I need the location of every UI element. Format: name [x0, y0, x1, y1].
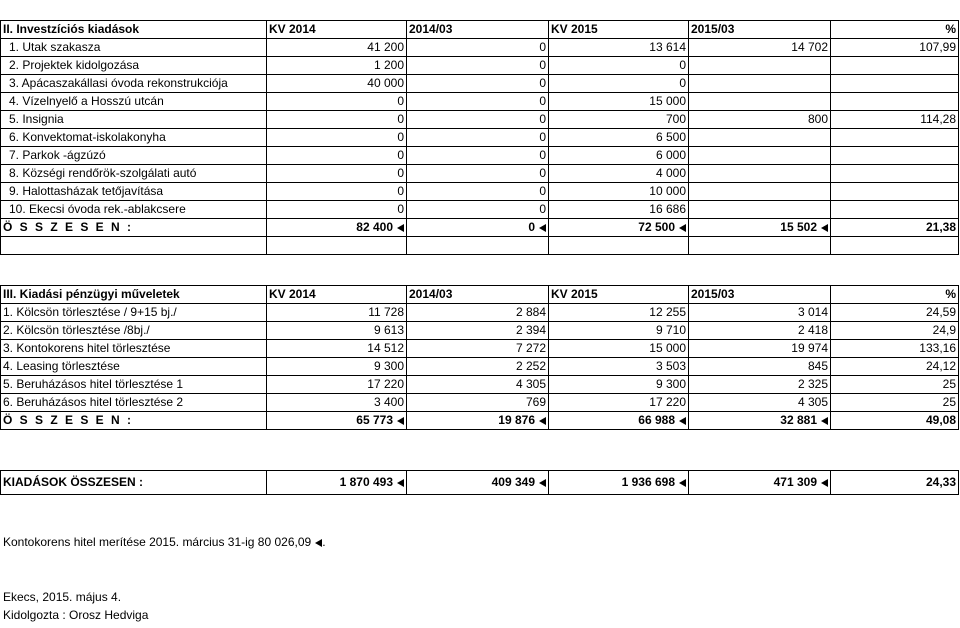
row-value: 9 613 [267, 322, 407, 340]
grand-total-percent: 24,33 [831, 471, 959, 495]
row-label: 3. Apácaszakállasi óvoda rekonstrukciója [1, 75, 267, 93]
table-row [1, 111, 959, 129]
row-value [689, 165, 831, 183]
row-value: 13 614 [549, 39, 689, 57]
row-value: 1 200 [267, 57, 407, 75]
total-value: 65 773 [356, 413, 393, 427]
total-value: 19 876 [498, 413, 535, 427]
column-header: 2014/03 [407, 21, 549, 39]
euro-icon [679, 417, 686, 425]
total-percent: 21,38 [831, 219, 959, 237]
row-value [689, 93, 831, 111]
column-header: % [831, 21, 959, 39]
table-row [1, 39, 959, 57]
column-header: 2014/03 [407, 286, 549, 304]
row-value: 0 [549, 57, 689, 75]
row-value [689, 129, 831, 147]
row-value: 0 [267, 201, 407, 219]
row-label: 7. Parkok -ágzúzó [1, 147, 267, 165]
row-value: 12 255 [549, 304, 689, 322]
total-value: 0 [528, 220, 535, 234]
row-value: 133,16 [831, 340, 959, 358]
table-row [1, 183, 959, 201]
header-row [1, 286, 959, 304]
euro-icon [539, 479, 546, 487]
row-value: 11 728 [267, 304, 407, 322]
row-value: 9 300 [549, 376, 689, 394]
row-value: 0 [267, 93, 407, 111]
euro-icon [397, 224, 404, 232]
row-value: 17 220 [267, 376, 407, 394]
table-row [1, 201, 959, 219]
row-value: 9 300 [267, 358, 407, 376]
row-value: 0 [407, 57, 549, 75]
row-value: 4 305 [407, 376, 549, 394]
table-row [1, 147, 959, 165]
row-value [689, 75, 831, 93]
empty-cell [549, 237, 689, 255]
table-row [1, 75, 959, 93]
table-row [1, 165, 959, 183]
total-value: 15 502 [780, 220, 817, 234]
row-value: 7 272 [407, 340, 549, 358]
column-header: KV 2015 [549, 286, 689, 304]
empty-cell [689, 237, 831, 255]
section-title: II. Investzíciós kiadások [1, 21, 267, 39]
row-label: 6. Konvektomat-iskolakonyha [1, 129, 267, 147]
row-value [689, 147, 831, 165]
row-value: 845 [689, 358, 831, 376]
row-value: 17 220 [549, 394, 689, 412]
empty-row [1, 237, 959, 255]
row-value [831, 93, 959, 111]
row-value: 25 [831, 394, 959, 412]
row-value: 107,99 [831, 39, 959, 57]
row-value: 0 [407, 147, 549, 165]
column-header: KV 2014 [267, 21, 407, 39]
row-value: 2 325 [689, 376, 831, 394]
row-value: 15 000 [549, 340, 689, 358]
total-row [1, 219, 959, 237]
row-value: 114,28 [831, 111, 959, 129]
row-value: 9 710 [549, 322, 689, 340]
row-value [689, 57, 831, 75]
row-value: 0 [407, 75, 549, 93]
euro-icon [397, 417, 404, 425]
table-row [1, 358, 959, 376]
row-value: 0 [407, 111, 549, 129]
row-value: 24,59 [831, 304, 959, 322]
row-value: 24,9 [831, 322, 959, 340]
row-value: 700 [549, 111, 689, 129]
total-label: Ö S S Z E S E N : [1, 219, 267, 237]
row-label: 4. Vízelnyelő a Hosszú utcán [1, 93, 267, 111]
header-row [1, 21, 959, 39]
euro-icon [821, 417, 828, 425]
row-value: 14 512 [267, 340, 407, 358]
row-label: 1. Utak szakasza [1, 39, 267, 57]
row-value [689, 183, 831, 201]
row-value: 16 686 [549, 201, 689, 219]
row-label: 1. Kölcsön törlesztése / 9+15 bj./ [1, 304, 267, 322]
row-value [831, 75, 959, 93]
grand-total-2015-03: 471 309 [773, 475, 817, 489]
row-label: 5. Insignia [1, 111, 267, 129]
row-label: 5. Beruházásos hitel törlesztése 1 [1, 376, 267, 394]
euro-icon [315, 539, 322, 547]
row-label: 3. Kontokorens hitel törlesztése [1, 340, 267, 358]
row-value: 6 500 [549, 129, 689, 147]
empty-cell [267, 237, 407, 255]
row-value: 3 014 [689, 304, 831, 322]
row-value: 41 200 [267, 39, 407, 57]
row-value: 24,12 [831, 358, 959, 376]
kontokorens-note: Kontokorens hitel merítése 2015. március 31-ig 80 026,09 . [3, 535, 326, 549]
row-value: 2 884 [407, 304, 549, 322]
row-label: 2. Projektek kidolgozása [1, 57, 267, 75]
euro-icon [539, 417, 546, 425]
row-value [689, 201, 831, 219]
row-value: 0 [407, 201, 549, 219]
row-label: 2. Kölcsön törlesztése /8bj./ [1, 322, 267, 340]
column-header: 2015/03 [689, 286, 831, 304]
column-header: KV 2014 [267, 286, 407, 304]
row-value: 2 252 [407, 358, 549, 376]
row-value [831, 165, 959, 183]
empty-cell [831, 237, 959, 255]
empty-cell [1, 237, 267, 255]
total-row [1, 412, 959, 430]
euro-icon [397, 479, 404, 487]
euro-icon [539, 224, 546, 232]
row-value: 25 [831, 376, 959, 394]
column-header: 2015/03 [689, 21, 831, 39]
table-row [1, 376, 959, 394]
grand-total-kv2015: 1 936 698 [621, 475, 675, 489]
row-label: 6. Beruházásos hitel törlesztése 2 [1, 394, 267, 412]
row-value [831, 57, 959, 75]
column-header: KV 2015 [549, 21, 689, 39]
row-value [831, 129, 959, 147]
euro-icon [821, 479, 828, 487]
grand-total-label: KIADÁSOK ÖSSZESEN : [1, 471, 267, 495]
row-value [831, 201, 959, 219]
section-title: III. Kiadási pénzügyi műveletek [1, 286, 267, 304]
row-label: 8. Községi rendőrök-szolgálati autó [1, 165, 267, 183]
row-value: 19 974 [689, 340, 831, 358]
row-value: 14 702 [689, 39, 831, 57]
row-value [831, 183, 959, 201]
grand-total-kv2014: 1 870 493 [339, 475, 393, 489]
row-value: 40 000 [267, 75, 407, 93]
total-value: 66 988 [638, 413, 675, 427]
financial-ops-table [0, 285, 959, 430]
table-row [1, 322, 959, 340]
euro-icon [679, 224, 686, 232]
empty-cell [407, 237, 549, 255]
row-value: 0 [549, 75, 689, 93]
row-value: 4 305 [689, 394, 831, 412]
row-value: 769 [407, 394, 549, 412]
euro-icon [821, 224, 828, 232]
total-value: 82 400 [356, 220, 393, 234]
row-value: 0 [267, 147, 407, 165]
row-value: 0 [407, 183, 549, 201]
total-value: 72 500 [638, 220, 675, 234]
row-label: 10. Ekecsi óvoda rek.-ablakcsere [1, 201, 267, 219]
row-value: 800 [689, 111, 831, 129]
grand-total-2014-03: 409 349 [491, 475, 535, 489]
row-value: 0 [407, 129, 549, 147]
row-value: 0 [407, 165, 549, 183]
total-value: 32 881 [780, 413, 817, 427]
total-label: Ö S S Z E S E N : [1, 412, 267, 430]
investment-table [0, 20, 959, 255]
row-value: 0 [267, 165, 407, 183]
table-row [1, 57, 959, 75]
row-value: 10 000 [549, 183, 689, 201]
row-value: 0 [267, 129, 407, 147]
row-value: 2 418 [689, 322, 831, 340]
row-value: 15 000 [549, 93, 689, 111]
table-row [1, 394, 959, 412]
table-row [1, 93, 959, 111]
row-value: 3 400 [267, 394, 407, 412]
place-date: Ekecs, 2015. május 4. [3, 590, 122, 604]
row-value: 0 [267, 111, 407, 129]
table-row [1, 129, 959, 147]
row-value: 2 394 [407, 322, 549, 340]
row-label: 4. Leasing törlesztése [1, 358, 267, 376]
prepared-by: Kidolgozta : Orosz Hedviga [3, 608, 149, 622]
column-header: % [831, 286, 959, 304]
total-percent: 49,08 [831, 412, 959, 430]
row-value: 6 000 [549, 147, 689, 165]
row-value: 0 [267, 183, 407, 201]
euro-icon [679, 479, 686, 487]
grand-total-table [0, 470, 959, 495]
table-row [1, 340, 959, 358]
row-value: 4 000 [549, 165, 689, 183]
row-value: 3 503 [549, 358, 689, 376]
table-row [1, 304, 959, 322]
row-value [831, 147, 959, 165]
row-label: 9. Halottasházak tetőjavítása [1, 183, 267, 201]
row-value: 0 [407, 39, 549, 57]
row-value: 0 [407, 93, 549, 111]
